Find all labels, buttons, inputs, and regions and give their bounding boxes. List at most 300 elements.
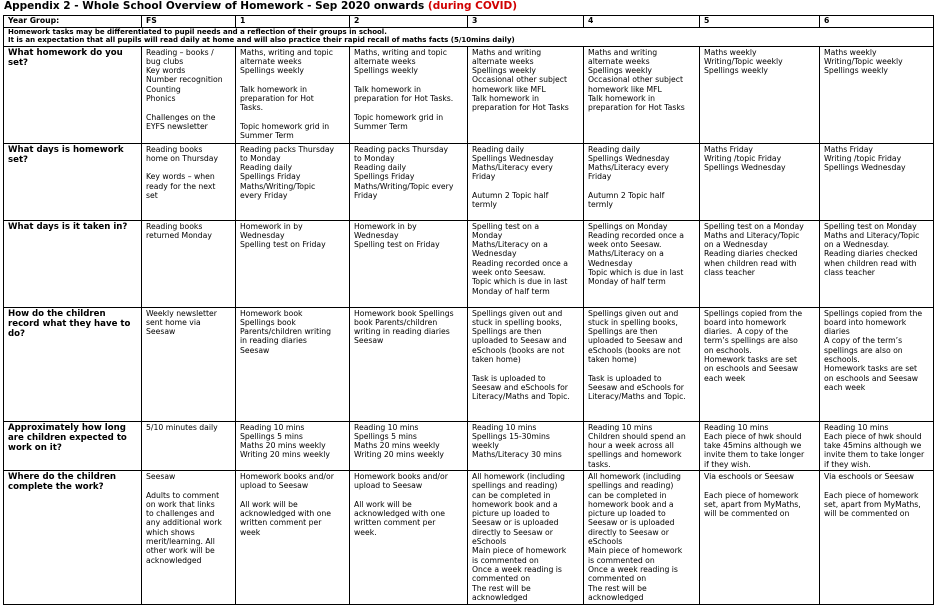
table-row-how-long bbox=[4, 421, 934, 470]
cell-text-line: Spelling test on a Monday bbox=[704, 221, 804, 231]
cell-text-line bbox=[472, 364, 579, 373]
cell-text-line: Maths weekly bbox=[824, 47, 877, 57]
cell-text-line: Writing 20 mins weekly bbox=[240, 450, 330, 460]
cell-text-line: Spellings weekly bbox=[354, 66, 418, 76]
cell-text-line: invite them to take longer bbox=[704, 450, 805, 460]
cell-text-line: Reading 10 mins bbox=[588, 422, 653, 432]
cell-text-line: upload to Seesaw bbox=[240, 481, 309, 491]
cell-text-line: written comment per bbox=[354, 518, 436, 528]
year-group-2: 2 bbox=[350, 16, 468, 28]
cell-year-fs bbox=[142, 46, 236, 143]
cell-text-line: EYFS newsletter bbox=[146, 121, 208, 131]
cell-text-line: All homework (including bbox=[588, 471, 681, 481]
cell-text-line: Spellings 15-30mins bbox=[472, 431, 550, 441]
cell-text-line: Autumn 2 Topic half bbox=[588, 190, 665, 200]
cell-text-line: The rest will be bbox=[588, 583, 647, 593]
cell-text-line: take 45mins although we bbox=[824, 441, 922, 451]
cell-text-line bbox=[240, 491, 345, 500]
cell-text-line: Maths and writing bbox=[472, 47, 542, 57]
cell-text-line: Spellings Wednesday bbox=[588, 153, 670, 163]
cell-text-line: Spellings given out and bbox=[588, 308, 679, 318]
cell-year-4 bbox=[584, 143, 700, 220]
cell-year-4 bbox=[584, 46, 700, 143]
table-row-how-record bbox=[4, 307, 934, 421]
year-group-label: Year Group: bbox=[4, 16, 142, 28]
cell-text-line: Occasional other subject bbox=[472, 75, 568, 85]
cell-text-line: Spelling test on Friday bbox=[240, 240, 326, 250]
cell-text-line: Spellings Wednesday bbox=[472, 153, 554, 163]
cell-text-line: Maths 20 mins weekly bbox=[240, 441, 326, 451]
note-differentiation: Homework tasks may be differentiated to pupil needs and a reflection of their groups in school. bbox=[8, 27, 387, 36]
row-question: What homework do you set? bbox=[4, 46, 142, 143]
cell-text-line: Reading 10 mins bbox=[704, 422, 769, 432]
year-group-fs: FS bbox=[142, 16, 236, 28]
homework-overview-table bbox=[3, 15, 934, 605]
cell-text-line: taken home) bbox=[588, 354, 637, 364]
cell-text-line: upload to Seesaw bbox=[354, 481, 423, 491]
cell-text-line bbox=[472, 182, 579, 191]
cell-text-line: Maths and Literacy/Topic bbox=[824, 230, 920, 240]
cell-year-fs bbox=[142, 220, 236, 307]
cell-text-line: Reading – books / bbox=[146, 47, 214, 57]
cell-year-1 bbox=[236, 307, 350, 421]
cell-text-line: Seesaw bbox=[146, 327, 176, 337]
cell-year-1 bbox=[236, 143, 350, 220]
cell-text-line: acknowledged with one bbox=[240, 509, 331, 519]
cell-text-line bbox=[354, 491, 463, 500]
cell-text-line: Spellings 5 mins bbox=[354, 431, 417, 441]
cell-text-line: Reading daily bbox=[588, 144, 641, 154]
cell-year-5 bbox=[700, 307, 820, 421]
cell-text-line: Talk homework in bbox=[588, 93, 656, 103]
cell-text-line: Writing /topic Friday bbox=[824, 153, 902, 163]
cell-text-line: merit/learning. All bbox=[146, 537, 215, 547]
cell-year-6 bbox=[820, 143, 934, 220]
cell-text-line: Friday bbox=[588, 172, 612, 182]
cell-text-line: Talk homework in bbox=[354, 84, 422, 94]
cell-year-3 bbox=[468, 470, 584, 604]
cell-text-line: Maths Friday bbox=[824, 144, 873, 154]
cell-text-line: class teacher bbox=[824, 267, 875, 277]
cell-text-line: Maths/Literacy 30 mins bbox=[472, 450, 562, 460]
cell-text-line: writing in reading diaries bbox=[354, 327, 450, 337]
cell-text-line: spellings and reading) bbox=[472, 481, 558, 491]
cell-text-line: Maths/Writing/Topic every bbox=[354, 181, 454, 191]
cell-text-line: Writing/Topic weekly bbox=[704, 56, 783, 66]
year-group-5: 5 bbox=[700, 16, 820, 28]
cell-text-line: Homework book Spellings bbox=[354, 308, 454, 318]
cell-text-line: Spellings book bbox=[240, 317, 296, 327]
cell-text-line: set, apart from MyMaths, bbox=[704, 499, 801, 509]
cell-text-line: Reading packs Thursday bbox=[354, 144, 449, 154]
cell-text-line: Spellings Friday bbox=[354, 172, 415, 182]
cell-text-line: if they wish. bbox=[824, 459, 871, 469]
cell-text-line: on a Wednesday. bbox=[824, 240, 890, 250]
cell-text-line: on work that links bbox=[146, 499, 215, 509]
cell-text-line: set, apart from MyMaths, bbox=[824, 499, 921, 509]
cell-text-line: Tasks. bbox=[240, 103, 264, 113]
note-expectation: It is an expectation that all pupils will read daily at home and will also practice their rapid recall of maths facts (5/10mins daily) bbox=[8, 36, 515, 45]
cell-text-line: on eschools. bbox=[704, 345, 752, 355]
cell-year-6 bbox=[820, 46, 934, 143]
cell-text-line: acknowledged with one bbox=[354, 509, 445, 519]
cell-text-line: eschools. bbox=[824, 354, 860, 364]
cell-text-line: take 45mins although we bbox=[704, 441, 802, 451]
cell-text-line: Weekly newsletter bbox=[146, 308, 217, 318]
table-row-what-days-set bbox=[4, 143, 934, 220]
cell-year-4 bbox=[584, 220, 700, 307]
cell-text-line: Occasional other subject bbox=[588, 75, 684, 85]
cell-text-line: Homework in by bbox=[240, 221, 303, 231]
cell-text-line: Reading recorded once a bbox=[472, 258, 568, 268]
cell-text-line: Number recognition bbox=[146, 75, 223, 85]
cell-year-1 bbox=[236, 421, 350, 470]
cell-text-line: All work will be bbox=[240, 499, 298, 509]
cell-text-line: Seesaw or is uploaded bbox=[588, 518, 675, 528]
cell-text-line: week onto Seesaw. bbox=[588, 240, 662, 250]
cell-text-line: Task is uploaded to bbox=[472, 373, 546, 383]
cell-text-line: Challenges on the bbox=[146, 112, 216, 122]
year-group-3: 3 bbox=[468, 16, 584, 28]
cell-text-line: tasks. bbox=[588, 459, 611, 469]
cell-text-line: Counting bbox=[146, 84, 181, 94]
cell-text-line: Autumn 2 Topic half bbox=[472, 190, 549, 200]
cell-text-line: Maths and writing bbox=[588, 47, 658, 57]
cell-text-line: when children read with bbox=[704, 258, 797, 268]
cell-text-line: in reading diaries bbox=[240, 336, 307, 346]
cell-text-line: Spellings weekly bbox=[472, 66, 536, 76]
cell-text-line: Homework in by bbox=[354, 221, 417, 231]
cell-text-line: Wednesday bbox=[240, 230, 285, 240]
cell-text-line: Once a week reading is bbox=[588, 564, 678, 574]
cell-year-3 bbox=[468, 220, 584, 307]
page-title bbox=[4, 0, 517, 12]
row-question: What days is it taken in? bbox=[4, 220, 142, 307]
year-group-4: 4 bbox=[584, 16, 700, 28]
cell-text-line: 5/10 minutes daily bbox=[146, 422, 218, 432]
cell-text-line: homework book and a bbox=[588, 499, 674, 509]
cell-text-line: can be completed in bbox=[588, 490, 667, 500]
cell-text-line: Spellings weekly bbox=[824, 66, 888, 76]
cell-text-line: sent home via bbox=[146, 317, 201, 327]
cell-text-line: Spellings on Monday bbox=[588, 221, 668, 231]
cell-year-fs bbox=[142, 143, 236, 220]
cell-text-line: Writing 20 mins weekly bbox=[354, 450, 444, 460]
cell-text-line: on a Wednesday bbox=[704, 240, 768, 250]
cell-text-line: hour a week across all bbox=[588, 441, 674, 451]
cell-text-line: Seesaw and eSchools for bbox=[588, 382, 684, 392]
cell-text-line: picture up loaded to bbox=[472, 509, 550, 519]
cell-text-line: Maths/Writing/Topic bbox=[240, 181, 316, 191]
cell-text-line: Spellings given out and bbox=[472, 308, 563, 318]
cell-text-line: written comment per bbox=[240, 518, 322, 528]
cell-text-line: Each piece of hwk should bbox=[824, 431, 922, 441]
cell-text-line: board into homework bbox=[824, 317, 907, 327]
cell-text-line: Maths/Literacy on a bbox=[472, 240, 548, 250]
row-question: Approximately how long are children expected to work on it? bbox=[4, 421, 142, 470]
cell-text-line: preparation for Hot bbox=[240, 93, 314, 103]
cell-text-line: Homework books and/or bbox=[240, 471, 334, 481]
cell-text-line: stuck in spelling books, bbox=[472, 317, 562, 327]
cell-text-line: Spellings Wednesday bbox=[824, 163, 906, 173]
cell-text-line: Topic which is due in last bbox=[588, 267, 684, 277]
cell-text-line: each week bbox=[824, 382, 866, 392]
cell-year-2 bbox=[350, 220, 468, 307]
cell-text-line: Monday bbox=[472, 230, 503, 240]
cell-year-fs bbox=[142, 470, 236, 604]
cell-text-line: can be completed in bbox=[472, 490, 551, 500]
cell-year-fs bbox=[142, 307, 236, 421]
cell-text-line: Maths 20 mins weekly bbox=[354, 441, 440, 451]
notes-row bbox=[4, 27, 934, 46]
cell-text-line: Spellings copied from the bbox=[704, 308, 803, 318]
cell-text-line: Spellings weekly bbox=[704, 66, 768, 76]
cell-text-line: The rest will be bbox=[472, 583, 531, 593]
cell-text-line: Parents/children writing bbox=[240, 327, 331, 337]
cell-text-line: Maths and Literacy/Topic bbox=[704, 230, 800, 240]
cell-year-1 bbox=[236, 46, 350, 143]
cell-text-line: to Monday bbox=[354, 153, 395, 163]
cell-text-line: Maths Friday bbox=[704, 144, 753, 154]
cell-text-line: Wednesday bbox=[354, 230, 399, 240]
cell-text-line: alternate weeks bbox=[240, 56, 302, 66]
cell-text-line: Phonics bbox=[146, 93, 176, 103]
cell-text-line: Seesaw or is uploaded bbox=[472, 518, 559, 528]
cell-text-line: Maths/Literacy on a bbox=[588, 249, 664, 259]
cell-text-line bbox=[354, 75, 463, 84]
cell-text-line: Friday bbox=[354, 190, 378, 200]
row-question: How do the children record what they have to do? bbox=[4, 307, 142, 421]
table-row-where-complete bbox=[4, 470, 934, 604]
cell-text-line: will be commented on bbox=[704, 509, 790, 519]
cell-text-line: Summer Term bbox=[354, 121, 408, 131]
cell-text-line: each week bbox=[704, 373, 746, 383]
cell-text-line: Reading daily bbox=[472, 144, 525, 154]
cell-text-line: Seesaw bbox=[240, 345, 270, 355]
cell-text-line: Each piece of hwk should bbox=[704, 431, 802, 441]
cell-text-line bbox=[146, 481, 231, 490]
cell-year-6 bbox=[820, 307, 934, 421]
cell-text-line: week. bbox=[354, 527, 377, 537]
cell-text-line: spellings are also on bbox=[824, 345, 903, 355]
cell-text-line: other work will be bbox=[146, 546, 215, 556]
cell-text-line: Literacy/Maths and Topic. bbox=[472, 392, 570, 402]
cell-text-line: Task is uploaded to bbox=[588, 373, 662, 383]
cell-text-line: book Parents/children bbox=[354, 317, 438, 327]
cell-text-line: Key words bbox=[146, 66, 186, 76]
cell-text-line: set bbox=[146, 190, 158, 200]
cell-text-line: is commented on bbox=[588, 555, 655, 565]
cell-text-line: Literacy/Maths and Topic. bbox=[588, 392, 686, 402]
cell-text-line: Reading books bbox=[146, 144, 203, 154]
year-group-header-row bbox=[4, 16, 934, 28]
cell-text-line: Spellings weekly bbox=[240, 66, 304, 76]
cell-text-line: eSchools bbox=[588, 537, 623, 547]
cell-text-line: uploaded to Seesaw and bbox=[472, 336, 567, 346]
cell-text-line: acknowledged bbox=[588, 592, 644, 602]
cell-text-line: Adults to comment bbox=[146, 490, 220, 500]
cell-text-line: Children should spend an bbox=[588, 431, 686, 441]
title-highlight: (during COVID) bbox=[427, 0, 518, 12]
cell-year-2 bbox=[350, 143, 468, 220]
cell-text-line: Reading daily bbox=[354, 163, 407, 173]
cell-text-line: Maths weekly bbox=[704, 47, 757, 57]
cell-text-line: Monday of half term bbox=[472, 286, 550, 296]
cell-year-6 bbox=[820, 470, 934, 604]
cell-text-line: board into homework bbox=[704, 317, 787, 327]
cell-year-4 bbox=[584, 307, 700, 421]
cell-text-line: Reading 10 mins bbox=[824, 422, 889, 432]
row-question: Where do the children complete the work? bbox=[4, 470, 142, 604]
cell-text-line: returned Monday bbox=[146, 230, 212, 240]
cell-text-line: Seesaw bbox=[146, 471, 176, 481]
cell-year-4 bbox=[584, 421, 700, 470]
cell-text-line: commented on bbox=[472, 574, 531, 584]
cell-text-line: uploaded to Seesaw and bbox=[588, 336, 683, 346]
cell-text-line: stuck in spelling books, bbox=[588, 317, 678, 327]
cell-year-3 bbox=[468, 421, 584, 470]
year-group-1: 1 bbox=[236, 16, 350, 28]
cell-text-line: when children read with bbox=[824, 258, 917, 268]
cell-text-line: weekly bbox=[472, 441, 499, 451]
cell-text-line: to Monday bbox=[240, 153, 281, 163]
year-group-6: 6 bbox=[820, 16, 934, 28]
cell-year-1 bbox=[236, 470, 350, 604]
cell-text-line: diaries bbox=[824, 327, 850, 337]
cell-text-line: Maths/Literacy every bbox=[588, 163, 669, 173]
cell-text-line: preparation for Hot Tasks. bbox=[354, 93, 454, 103]
cell-text-line: will be commented on bbox=[824, 509, 910, 519]
cell-text-line: spellings and homework bbox=[588, 450, 682, 460]
cell-text-line: Wednesday bbox=[588, 258, 633, 268]
cell-text-line: All homework (including bbox=[472, 471, 565, 481]
cell-text-line: alternate weeks bbox=[354, 56, 416, 66]
cell-text-line: Reading daily bbox=[240, 163, 293, 173]
cell-text-line: Homework books and/or bbox=[354, 471, 448, 481]
cell-year-2 bbox=[350, 421, 468, 470]
cell-text-line bbox=[354, 103, 463, 112]
cell-text-line: Homework tasks are set bbox=[704, 354, 798, 364]
cell-text-line: every Friday bbox=[240, 190, 288, 200]
cell-text-line: invite them to take longer bbox=[824, 450, 925, 460]
cell-text-line bbox=[588, 182, 695, 191]
cell-text-line: Main piece of homework bbox=[472, 546, 567, 556]
cell-year-5 bbox=[700, 470, 820, 604]
cell-text-line: class teacher bbox=[704, 267, 755, 277]
cell-text-line: termly bbox=[472, 200, 497, 210]
cell-year-6 bbox=[820, 220, 934, 307]
cell-text-line: Reading 10 mins bbox=[240, 422, 305, 432]
cell-text-line bbox=[704, 481, 815, 490]
cell-text-line: Spellings are then bbox=[472, 327, 542, 337]
table-row-what-homework bbox=[4, 46, 934, 143]
cell-year-6 bbox=[820, 421, 934, 470]
cell-text-line: Spellings Wednesday bbox=[704, 163, 786, 173]
cell-text-line: if they wish. bbox=[704, 459, 751, 469]
cell-text-line: Seesaw bbox=[354, 336, 384, 346]
cell-text-line: to challenges and bbox=[146, 509, 215, 519]
cell-year-4 bbox=[584, 470, 700, 604]
cell-text-line: taken home) bbox=[472, 354, 521, 364]
cell-text-line: week onto Seesaw. bbox=[472, 267, 546, 277]
cell-text-line: Reading 10 mins bbox=[472, 422, 537, 432]
cell-year-3 bbox=[468, 307, 584, 421]
cell-text-line: any additional work bbox=[146, 518, 222, 528]
cell-text-line: term’s spellings are also bbox=[704, 336, 798, 346]
cell-text-line: on eschools and Seesaw bbox=[704, 364, 799, 374]
cell-text-line: Wednesday bbox=[472, 249, 517, 259]
cell-text-line: Reading recorded once a bbox=[588, 230, 684, 240]
cell-text-line: Friday bbox=[472, 172, 496, 182]
cell-year-3 bbox=[468, 46, 584, 143]
cell-text-line: eSchools bbox=[472, 537, 507, 547]
cell-text-line: Maths, writing and topic bbox=[240, 47, 333, 57]
cell-text-line: termly bbox=[588, 200, 613, 210]
cell-text-line: alternate weeks bbox=[472, 56, 534, 66]
cell-text-line: Writing/Topic weekly bbox=[824, 56, 903, 66]
cell-text-line bbox=[240, 113, 345, 122]
cell-text-line: preparation for Hot Tasks bbox=[588, 103, 685, 113]
cell-text-line: picture up loaded to bbox=[588, 509, 666, 519]
cell-text-line: Via eschools or Seesaw bbox=[824, 471, 914, 481]
cell-year-5 bbox=[700, 421, 820, 470]
cell-text-line bbox=[146, 163, 231, 172]
cell-text-line: commented on bbox=[588, 574, 647, 584]
cell-text-line: Maths/Literacy every bbox=[472, 163, 553, 173]
cell-year-5 bbox=[700, 143, 820, 220]
cell-text-line: Homework tasks are set bbox=[824, 364, 918, 374]
cell-text-line: homework like MFL bbox=[588, 84, 662, 94]
cell-text-line: Talk homework in bbox=[240, 84, 308, 94]
cell-text-line: Once a week reading is bbox=[472, 564, 562, 574]
cell-text-line: Reading packs Thursday bbox=[240, 144, 335, 154]
cell-text-line: Monday of half term bbox=[588, 277, 666, 287]
cell-text-line: Via eschools or Seesaw bbox=[704, 471, 794, 481]
cell-text-line: acknowledged bbox=[146, 555, 202, 565]
cell-text-line: homework book and a bbox=[472, 499, 558, 509]
cell-text-line: Each piece of homework bbox=[824, 490, 919, 500]
table-row-days-taken-in bbox=[4, 220, 934, 307]
cell-text-line: Spellings weekly bbox=[588, 66, 652, 76]
cell-text-line: Spelling test on Monday bbox=[824, 221, 917, 231]
cell-text-line: directly to Seesaw or bbox=[472, 527, 553, 537]
cell-year-1 bbox=[236, 220, 350, 307]
cell-text-line bbox=[588, 364, 695, 373]
cell-text-line: Writing /topic Friday bbox=[704, 153, 782, 163]
cell-text-line: Topic homework grid in bbox=[240, 121, 330, 131]
cell-text-line: Summer Term bbox=[240, 131, 294, 141]
cell-text-line: Homework book bbox=[240, 308, 303, 318]
cell-text-line: Topic which is due in last bbox=[472, 277, 568, 287]
cell-text-line: Maths, writing and topic bbox=[354, 47, 447, 57]
cell-text-line: diaries. A copy of the bbox=[704, 327, 789, 337]
title-text: Appendix 2 - Whole School Overview of Homework - Sep 2020 onwards bbox=[4, 0, 425, 12]
cell-text-line: ready for the next bbox=[146, 181, 216, 191]
cell-text-line: preparation for Hot Tasks bbox=[472, 103, 569, 113]
cell-year-2 bbox=[350, 307, 468, 421]
cell-text-line: Topic homework grid in bbox=[354, 112, 444, 122]
cell-text-line: Spellings Friday bbox=[240, 172, 301, 182]
cell-text-line: A copy of the term’s bbox=[824, 336, 903, 346]
cell-year-2 bbox=[350, 470, 468, 604]
notes-cell bbox=[4, 27, 934, 46]
cell-text-line: Spelling test on Friday bbox=[354, 240, 440, 250]
row-question: What days is homework set? bbox=[4, 143, 142, 220]
cell-text-line: Each piece of homework bbox=[704, 490, 799, 500]
cell-text-line bbox=[146, 103, 231, 112]
cell-year-3 bbox=[468, 143, 584, 220]
cell-year-5 bbox=[700, 46, 820, 143]
